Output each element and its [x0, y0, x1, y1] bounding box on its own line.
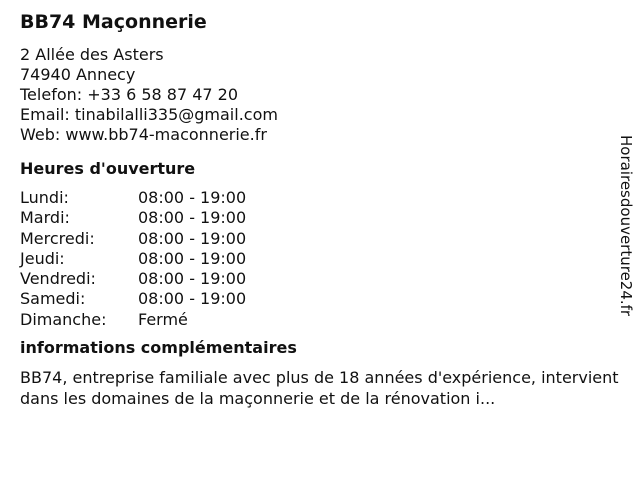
hours-day: Mardi:: [20, 208, 70, 228]
hours-day: Samedi:: [20, 289, 86, 309]
hours-heading: Heures d'ouverture: [20, 159, 196, 178]
hours-day: Jeudi:: [20, 248, 65, 268]
business-name: BB74 Maçonnerie: [20, 11, 207, 33]
phone-line[interactable]: Telefon: +33 6 58 87 47 20: [20, 85, 239, 104]
contact-block: [20, 45, 615, 145]
hours-day: Vendredi:: [20, 269, 96, 289]
business-card: [20, 9, 619, 409]
email-line[interactable]: Email: tinabilalli335@gmail.com: [20, 105, 278, 124]
hours-row-monday: [20, 188, 615, 208]
hours-time: 08:00 - 19:00: [138, 248, 247, 268]
hours-day: Dimanche:: [20, 309, 107, 329]
site-watermark: Horairesdouverture24.fr: [617, 135, 635, 317]
hours-row-friday: [20, 269, 615, 289]
hours-time: 08:00 - 19:00: [138, 289, 247, 309]
hours-day: Lundi:: [20, 188, 69, 207]
info-heading: informations complémentaires: [20, 338, 297, 358]
hours-table: [20, 188, 615, 330]
hours-time: 08:00 - 19:00: [138, 188, 247, 207]
website-line[interactable]: Web: www.bb74-maconnerie.fr: [20, 125, 267, 144]
address-city: 74940 Annecy: [20, 65, 136, 84]
hours-row-thursday: [20, 249, 615, 269]
info-text: BB74, entreprise familiale avec plus de 18 années d'expérience, intervient dans les domaines de la maçonnerie et de la rénovation i...: [20, 368, 619, 409]
hours-row-saturday: [20, 289, 615, 309]
hours-row-tuesday: [20, 208, 615, 228]
hours-row-wednesday: [20, 229, 615, 249]
hours-time: 08:00 - 19:00: [138, 269, 247, 289]
address-street: 2 Allée des Asters: [20, 45, 164, 64]
hours-time: 08:00 - 19:00: [138, 208, 247, 228]
hours-time: Fermé: [138, 309, 188, 329]
hours-day: Mercredi:: [20, 228, 95, 248]
hours-time: 08:00 - 19:00: [138, 228, 247, 248]
hours-row-sunday: [20, 310, 615, 330]
